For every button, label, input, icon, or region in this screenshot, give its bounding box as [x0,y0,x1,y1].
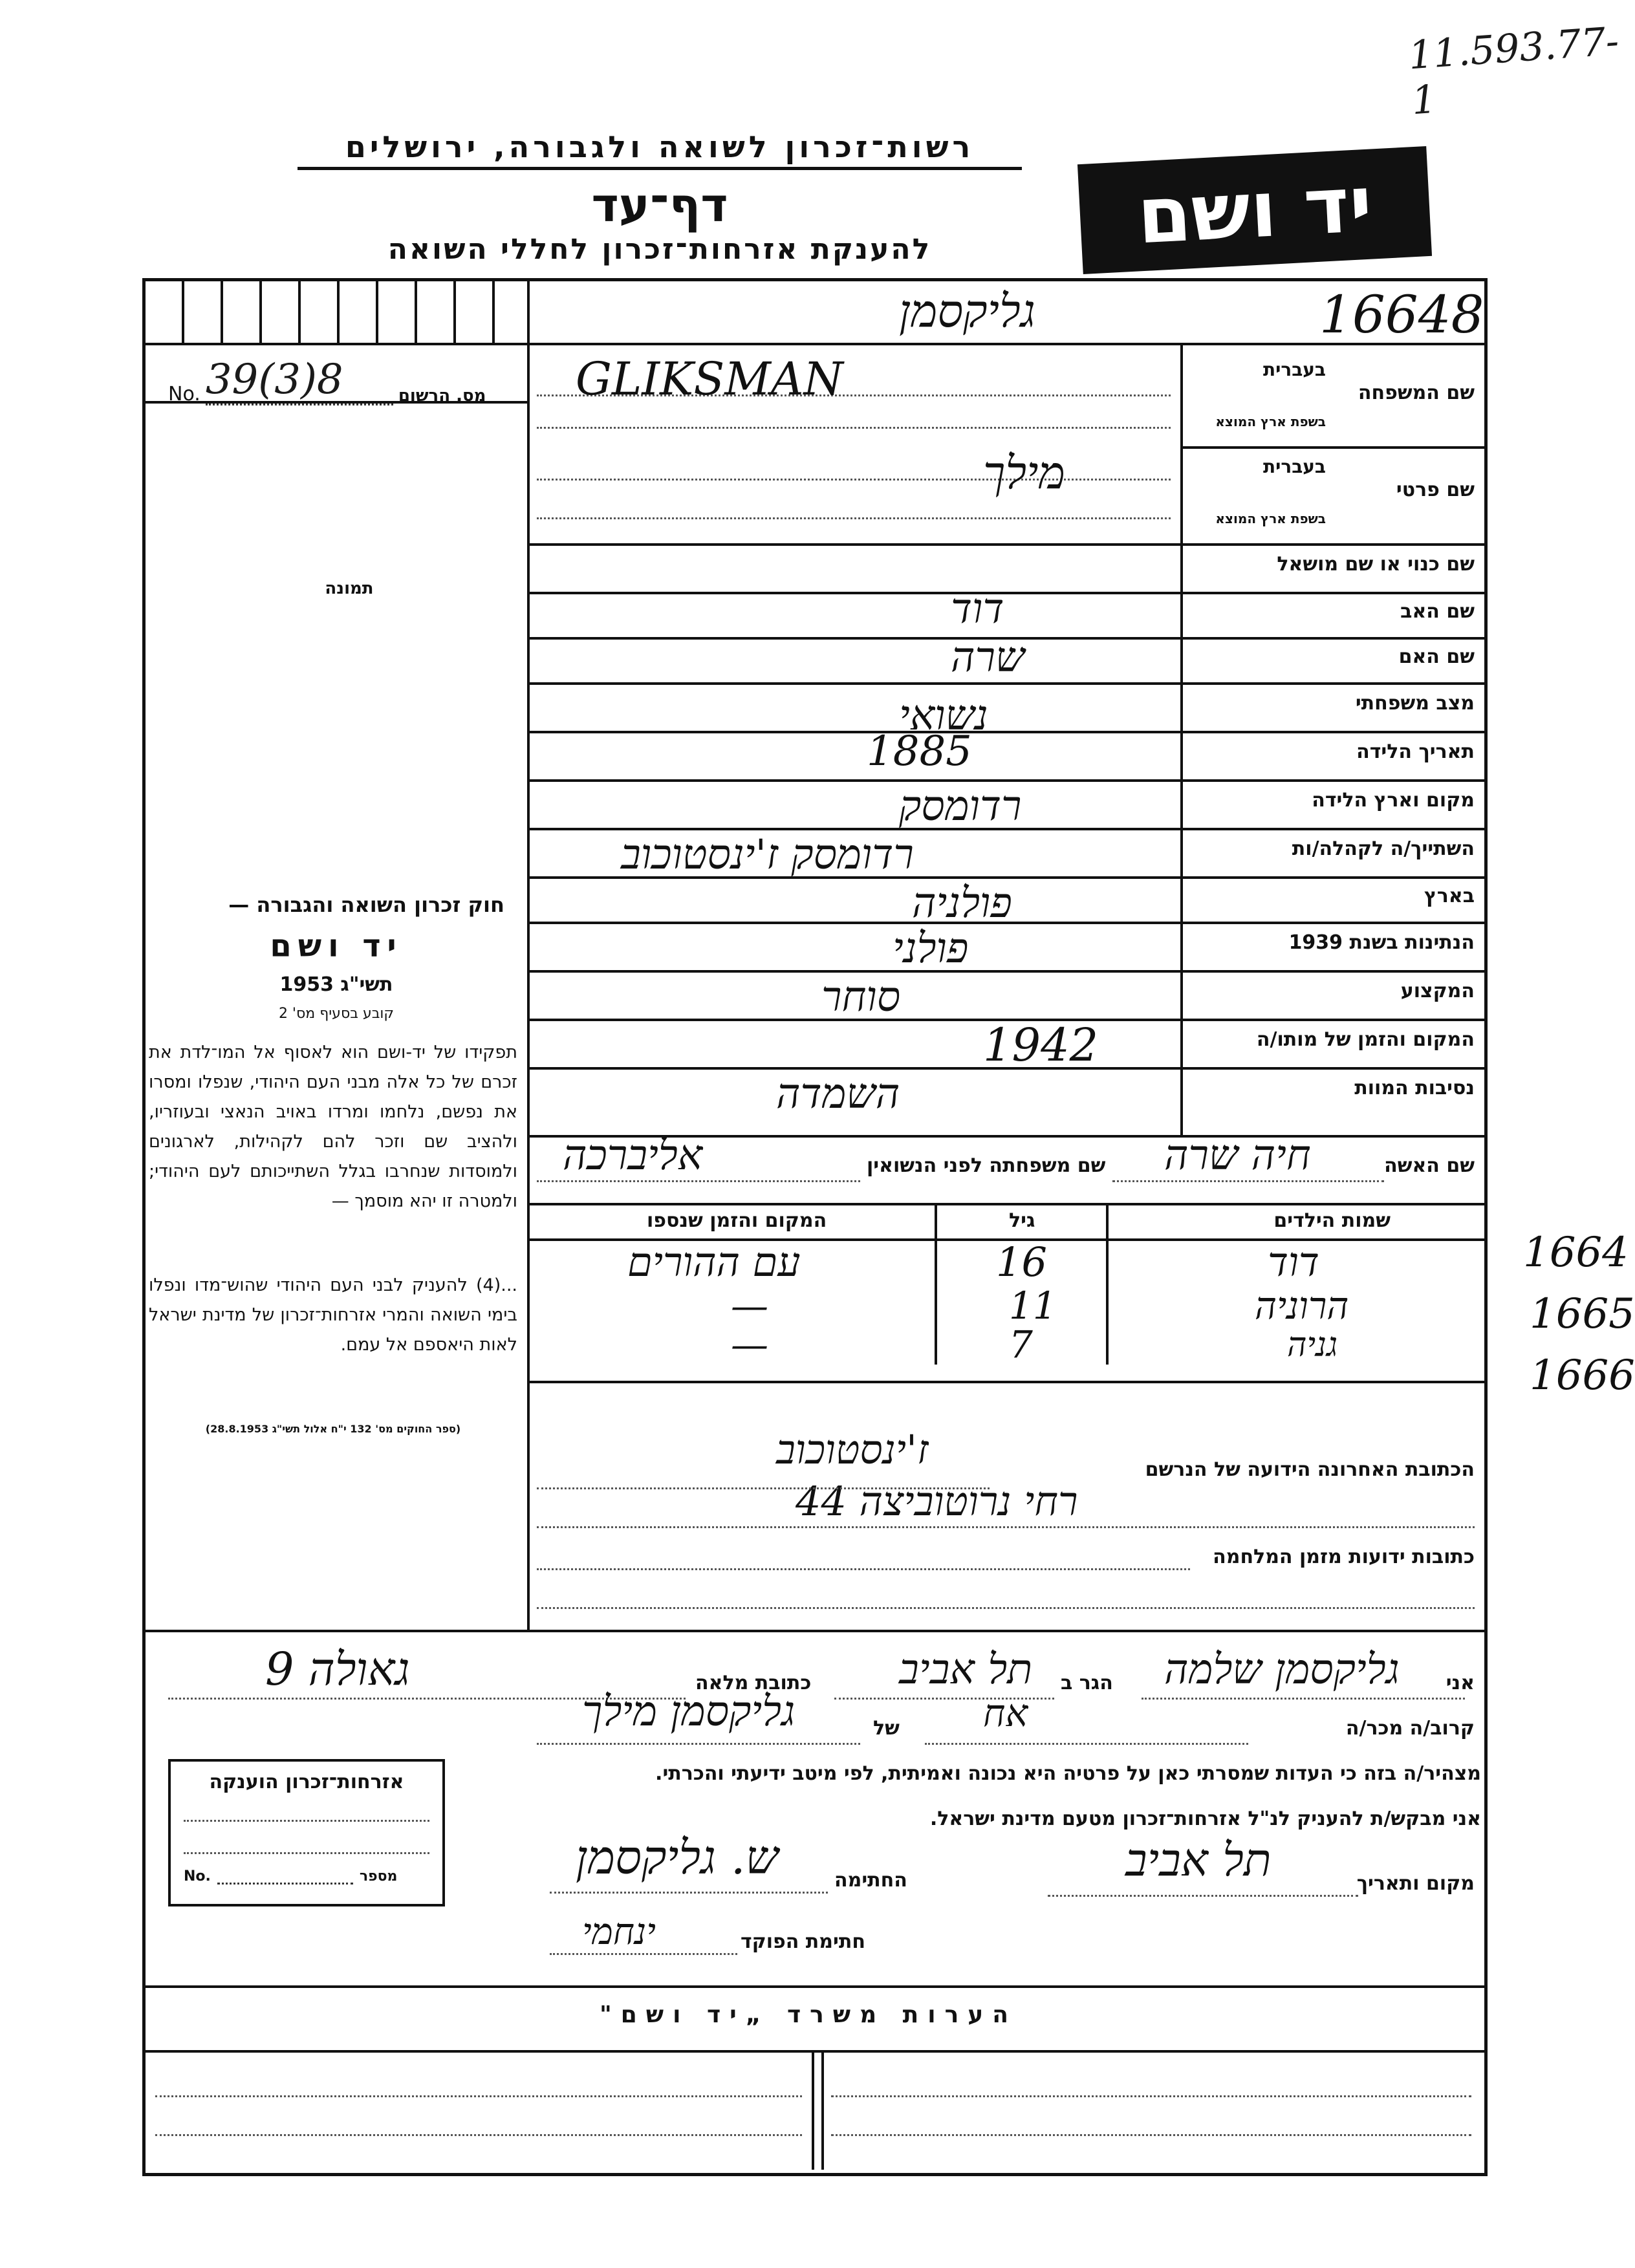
stamp-number-prefix: No. [184,1868,211,1885]
registration-no [168,356,524,405]
declarant-name: גליקסמן שלמה [1164,1646,1400,1694]
maiden-label: שם משפחתה לפני הנשואין [867,1154,1106,1177]
father-label: שם האב [1400,600,1475,623]
law-clause: קובע בסעיף מס' 2 [278,1006,395,1022]
in-origin-label-1: בשפת ארץ המוצא [1215,414,1326,429]
logo-text: יד ושם [1134,159,1375,261]
profession-value: סוחר [821,973,901,1021]
law-name: יד ושם [270,928,403,964]
yad-vashem-logo [1077,146,1432,274]
law-title: חוק זכרון השואה והגבורה — [228,892,504,917]
birth-place-label: מקום וארץ הלידה [1312,789,1475,812]
first-name-label: שם פרטי [1396,479,1475,501]
birth-date-label: תאריך הלידה [1356,740,1475,763]
country-value: פולניה [912,880,1012,927]
lives-in: תל אביב [899,1646,1033,1694]
birth-place-value: רדומסק [899,783,1022,830]
place-date-value: תל אביב [1125,1833,1272,1886]
relation: אח [983,1691,1028,1735]
side-number-2: 1665 [1530,1290,1635,1338]
lives-in-label: הגר ב [1061,1672,1113,1694]
request-text: אני מבקש/ת להעניק לנ"ל אזרחות־זכרון מטעם מדינת ישראל. [929,1808,1481,1830]
child-place: — [731,1284,768,1328]
death-circ-value: השמדה [776,1070,900,1118]
registration-no-value: 39(3)8 [206,356,393,405]
registration-no-prefix: No. [168,383,200,405]
community-value: רדומסק ז'ינסטוכוב [621,831,914,879]
family-name-label: שם המשפחה [1358,382,1475,404]
side-number-3: 1666 [1530,1352,1635,1399]
birth-date-value: 1885 [867,728,972,775]
stamp-number-label: מספר [359,1868,398,1885]
declaration-text: מצהיר/ה בזה כי העדות שמסרתי כאן על פרטיה היא נכונה ואמיתית, לפי מיטב ידיעתי והכרתי. [655,1762,1481,1785]
registration-no-label: מס. הרשום [398,386,486,405]
child-name: גניה [1287,1326,1338,1365]
law-text: תפקידו של יד-ושם הוא לאסוף אל המו־לדת את זכרם של כל אלה מבני העם היהודי, שנפלו ומסרו את נפשם, נלחמו ומרדו באויב הנאצי ובעוזריו, ולהציב שם וזכר להם לקהילות, לארגונים ולמוסדות שנחרבו בגלל השתייכותם לעם היהודי; ולמטרה זו יהא מוסמך — [149,1042,517,1211]
profession-label: המקצוע [1400,980,1475,1002]
child-age: 7 [1009,1323,1033,1366]
officer-signature-value: ינחמי [582,1911,656,1953]
last-address-label: הכתובת האחרונה הידועה של הנרשם [1145,1458,1475,1481]
law-text-2: ...(4) להעניק לבני העם היהודי שהוש־מדו ונפלו בימי השואה והמרי אזרחות־זכרון של מדינת ישראל לאות היאספם אל עמם. [149,1275,517,1355]
signature-value: ש. גליקסמן [576,1830,779,1885]
last-address-line1: ז'ינסטוכוב [776,1426,929,1473]
child-place: עם ההורים [627,1238,801,1286]
record-number: 16648 [1319,285,1484,345]
stamp-box-title: אזרחות־זכרון הוענקה [209,1771,404,1793]
photo-label: תמונה [325,579,374,598]
i-label: אני [1446,1672,1475,1694]
child-age: 11 [1009,1284,1057,1328]
law-ref: (ספר החוקים מס' 132 י"ח אלול תשי"ג 28.8.1953) [205,1423,461,1435]
authority-line: רשות־זכרון לשואה ולגבורה, ירושלים [298,129,1022,170]
children-names-header: שמות הילדים [1273,1209,1391,1232]
in-origin-label-2: בשפת ארץ המוצא [1215,511,1326,526]
in-hebrew-label-2: בעברית [1262,456,1326,477]
death-place-value: 1942 [983,1019,1099,1072]
children-place-header: המקום והזמן שנספו [647,1209,827,1232]
full-address: גאולה 9 [265,1643,410,1696]
citizenship-value: פולני [893,925,969,973]
family-name-origin: GLIKSMAN [576,352,843,405]
child-age: 16 [996,1238,1047,1286]
child-place: — [731,1323,768,1366]
citizenship-label: הנתינות בשנת 1939 [1288,931,1475,954]
country-label: בארץ [1424,885,1475,907]
child-name: הרוניה [1255,1284,1349,1328]
first-name-hebrew: מילך [983,446,1065,499]
marital-value: נשואי [899,692,988,740]
marital-label: מצב משפחתי [1355,692,1475,715]
side-number-1: 1664 [1523,1229,1629,1277]
of-label: של [873,1717,900,1740]
stamp-box [168,1759,445,1906]
form-title: דף־עד [591,178,728,232]
officer-signature-label: חתימת הפוקד [741,1930,865,1953]
maiden-value: אליברכה [563,1132,703,1180]
law-year: תשי"ג 1953 [279,973,393,996]
remarks-title: הערות משרד „יד ושם" [599,2002,1018,2028]
place-date-label: מקום ותאריך [1356,1872,1475,1895]
nickname-label: שם כנוי או שם מושאל [1277,553,1475,576]
father-value: דוד [951,585,1004,633]
war-addresses-label: כתובות ידועות מזמן המלחמה [1213,1546,1475,1568]
of-person: גליקסמן מילך [582,1688,796,1736]
last-address-line2: רחי נרוטוביצה 44 [796,1478,1078,1525]
children-age-header: גיל [1009,1209,1035,1232]
full-address-label: כתובת מלאה [695,1672,812,1694]
in-hebrew-label-1: בעברית [1262,359,1326,380]
relative-label: קרוב/ה מכר/ה [1345,1717,1475,1740]
death-place-label: המקום והזמן של מותו/ה [1256,1028,1475,1051]
form-subtitle: להענקת אזרחות־זכרון לחללי השואה [387,233,932,266]
family-name-hebrew-top: גליקסמן [899,285,1035,338]
top-boxes [146,281,527,343]
child-name: דוד [1268,1238,1319,1286]
death-circ-label: נסיבות המוות [1354,1077,1475,1099]
community-label: השתייך/ה לקהלה/ות [1292,837,1475,860]
signature-label: החתימה [834,1869,907,1892]
wife-label: שם האשה [1384,1154,1475,1177]
mother-value: שרה [951,634,1025,682]
archive-number: 11.593.77-1 [1407,18,1621,124]
mother-label: שם האם [1398,645,1475,668]
wife-value: חיה שרה [1164,1132,1311,1180]
